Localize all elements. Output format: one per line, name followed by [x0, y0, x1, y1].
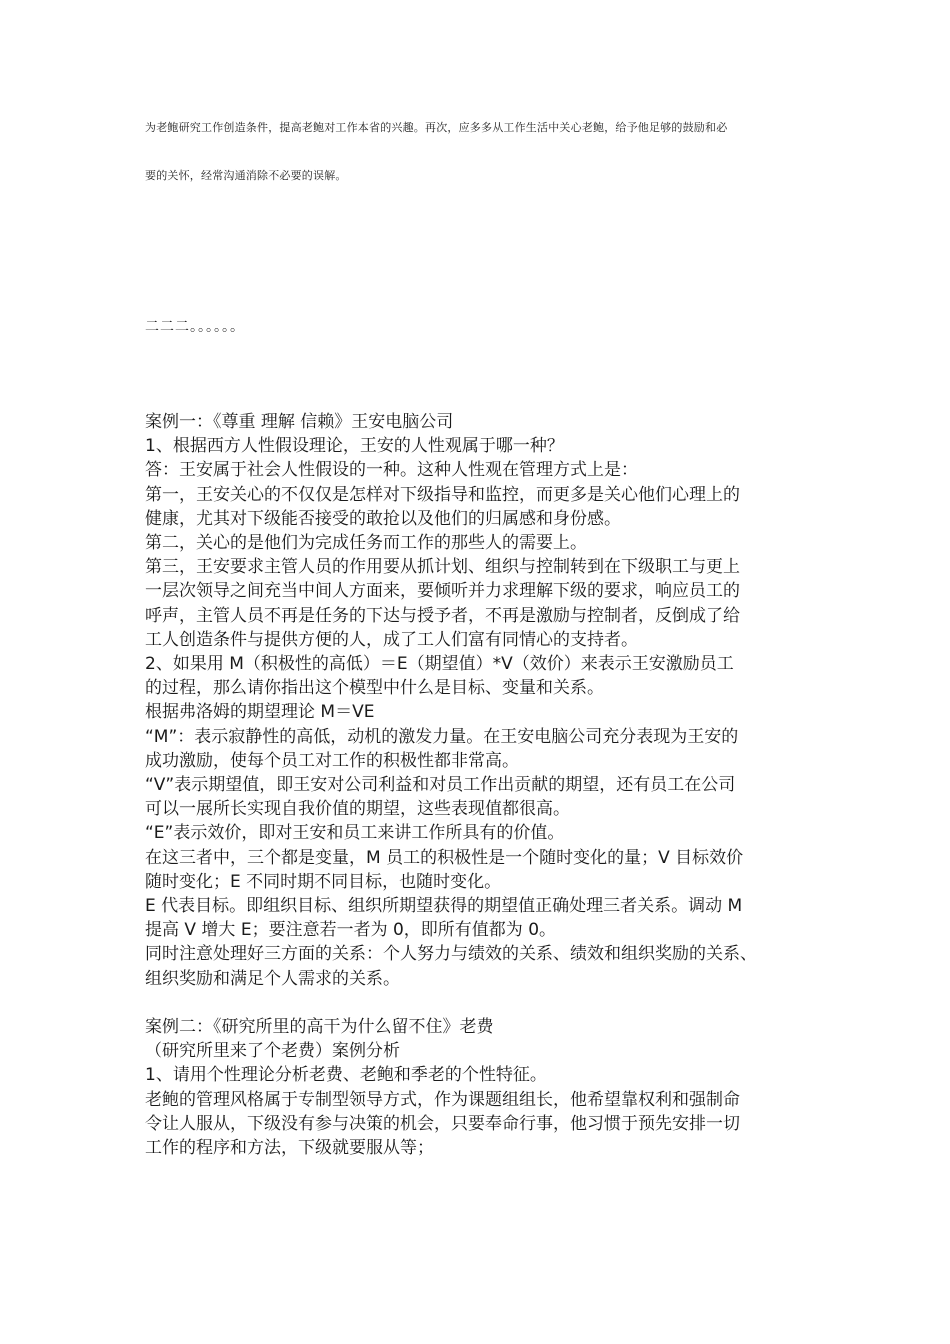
- case1-point-2: 第二，关心的是他们为完成任务而工作的那些人的需要上。: [145, 533, 587, 554]
- case1-v-line-1: “V”表示期望值，即王安对公司利益和对员工作出贡献的期望，还有员工在公司: [145, 775, 736, 796]
- case1-point-3-line-3: 呼声，主管人员不再是任务的下达与授予者，不再是激励与控制者，反倒成了给: [145, 605, 740, 626]
- case2-title: 案例二：《研究所里的高干为什么留不住》老费: [145, 1017, 494, 1038]
- case1-point-1-line-2: 健康，尤其对下级能否接受的敢抢以及他们的归属感和身份感。: [145, 508, 621, 529]
- paragraph-gap: [145, 991, 825, 1015]
- case1-m-line-1: “M”：表示寂静性的高低，动机的激发力量。在王安电脑公司充分表现为王安的: [145, 726, 739, 747]
- case1-m-line-2: 成功激励，使每个员工对工作的积极性都非常高。: [145, 750, 519, 771]
- case1-point-3-line-4: 工人创造条件与提供方便的人，成了工人们富有同情心的支持者。: [145, 629, 638, 650]
- case1-goal-line-1: E 代表目标。即组织目标、组织所期望获得的期望值正确处理三者关系。调动 M: [145, 896, 743, 917]
- case1-point-3-line-2: 一层次领导之间充当中间人方面来，要倾听并力求理解下级的要求，响应员工的: [145, 581, 740, 602]
- case1-question-1: 1、根据西方人性假设理论，王安的人性观属于哪一种？: [145, 436, 564, 457]
- case1-vars-line-2: 随时变化；E 不同时期不同目标，也随时变化。: [145, 871, 502, 892]
- section-separator: 二二二。。。。。。: [145, 319, 245, 335]
- case1-relations-line-1: 同时注意处理好三方面的关系：个人努力与绩效的关系、绩效和组织奖励的关系、: [145, 944, 757, 965]
- top-paragraph-line-1: 为老鲍研究工作创造条件，提高老鲍对工作本省的兴趣。再次，应多多从工作生活中关心老鲍，给予他足够的鼓励和必: [145, 121, 728, 134]
- case1-goal-line-2: 提高 V 增大 E；要注意若一者为 0，即所有值都为 0。: [145, 920, 557, 941]
- case1-e: “E”表示效价，即对王安和员工来讲工作所具有的价值。: [145, 823, 565, 844]
- case2-subtitle: （研究所里来了个老费）案例分析: [145, 1041, 400, 1062]
- case1-theory: 根据弗洛姆的期望理论 M＝VE: [145, 702, 375, 723]
- case1-question-2-line-2: 的过程，那么请你指出这个模型中什么是目标、变量和关系。: [145, 678, 604, 699]
- case2-answer-line-1: 老鲍的管理风格属于专制型领导方式，作为课题组组长，他希望靠权利和强制命: [145, 1089, 740, 1110]
- main-text: [145, 410, 825, 1160]
- case1-relations-line-2: 组织奖励和满足个人需求的关系。: [145, 968, 400, 989]
- case1-title: 案例一：《尊重 理解 信赖》王安电脑公司: [145, 412, 454, 432]
- case1-v-line-2: 可以一展所长实现自我价值的期望，这些表现值都很高。: [145, 799, 570, 820]
- top-paragraph: [145, 104, 817, 200]
- top-paragraph-line-2: 要的关怀，经常沟通消除不必要的误解。: [145, 169, 347, 182]
- case2-question-1: 1、请用个性理论分析老费、老鲍和季老的个性特征。: [145, 1065, 547, 1086]
- case1-point-3-line-1: 第三，王安要求主管人员的作用要从抓计划、组织与控制转到在下级职工与更上: [145, 557, 740, 578]
- case1-point-1-line-1: 第一，王安关心的不仅仅是怎样对下级指导和监控，而更多是关心他们心理上的: [145, 484, 740, 505]
- case2-answer-line-2: 令让人服从，下级没有参与决策的机会，只要奉命行事，他习惯于预先安排一切: [145, 1113, 740, 1134]
- case1-answer-1: 答：王安属于社会人性假设的一种。这种人性观在管理方式上是：: [145, 460, 638, 481]
- case1-vars-line-1: 在这三者中，三个都是变量，M 员工的积极性是一个随时变化的量；V 目标效价: [145, 847, 744, 868]
- case1-question-2-line-1: 2、如果用 M（积极性的高低）＝E（期望值）*V（效价）来表示王安激励员工: [145, 654, 734, 675]
- case2-answer-line-3: 工作的程序和方法，下级就要服从等；: [145, 1138, 434, 1159]
